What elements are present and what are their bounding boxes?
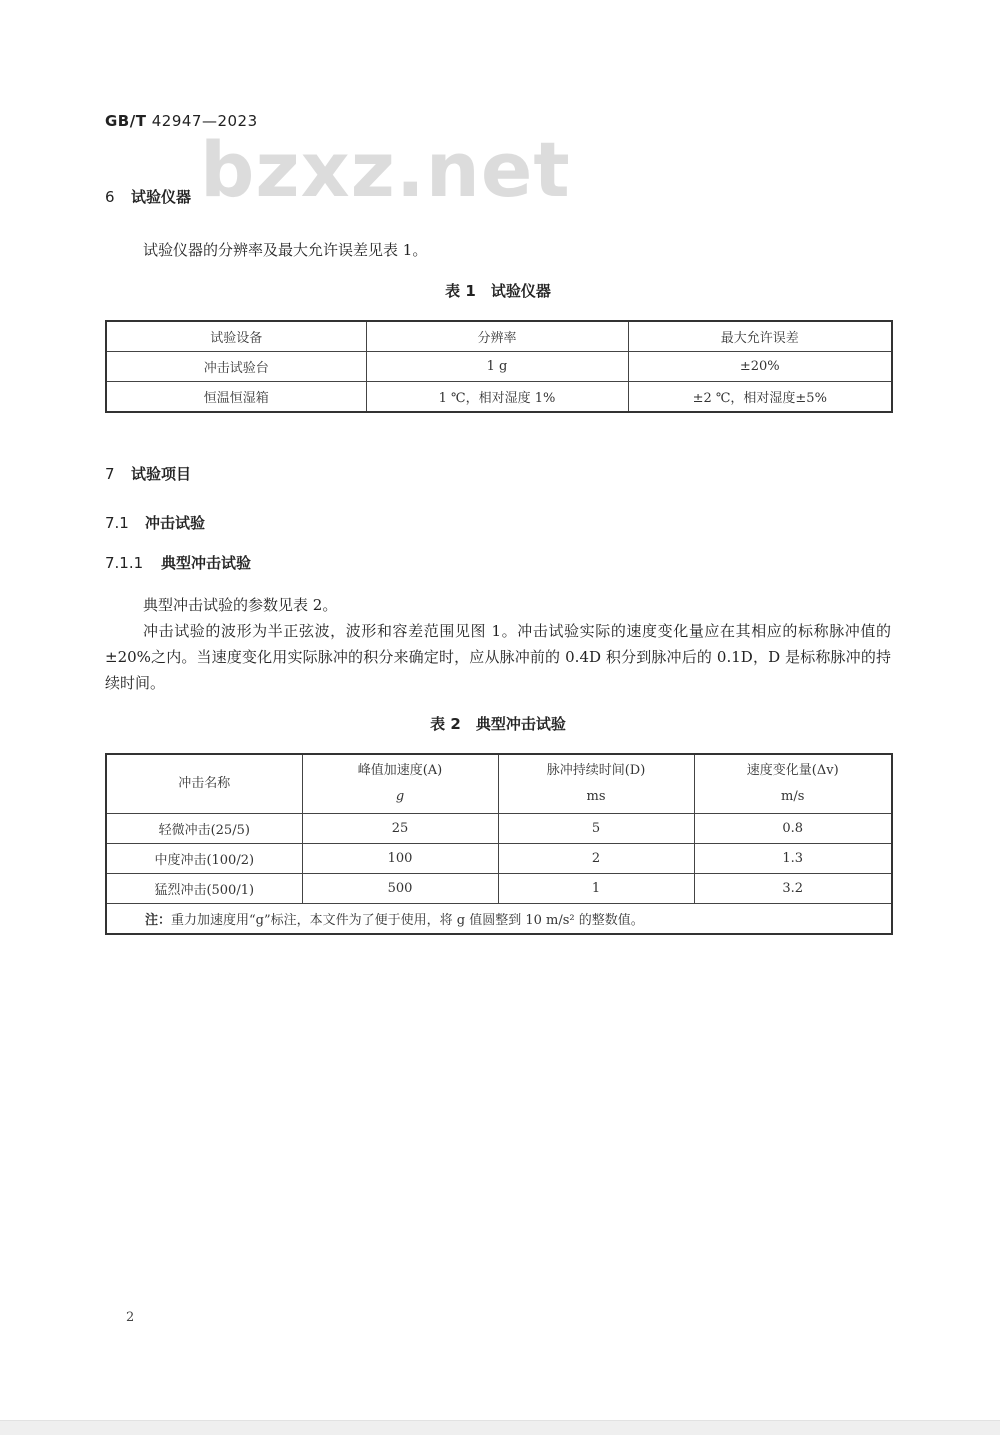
table-row [106, 382, 892, 413]
table-2 [105, 753, 893, 935]
header-label: 峰值加速度(A) [357, 763, 443, 778]
section-number: 6 [105, 188, 115, 206]
table-note [106, 904, 892, 935]
section-number: 7 [105, 465, 115, 483]
section-title: 试验项目 [131, 465, 192, 483]
table-row [106, 874, 892, 904]
viewer-bottom-bar [0, 1420, 1000, 1435]
section-7-paragraph-2: 冲击试验的波形为半正弦波，波形和容差范围见图 1。冲击试验实际的速度变化量应在其相应的标称脉冲值的±20%之内。当速度变化用实际脉冲的积分来确定时，应从脉冲前的 0.4D 积分到脉冲后的 0.1D，D 是标称脉冲的持续时间。 [105, 622, 891, 692]
section-7-paragraph-1: 典型冲击试验的参数见表 2。 [143, 596, 338, 614]
table-cell: 1 [498, 874, 694, 904]
table-header-cell [498, 754, 694, 814]
table-cell: 1.3 [694, 844, 892, 874]
table-header-row [106, 321, 892, 352]
table-row [106, 352, 892, 382]
table-cell: 0.8 [694, 814, 892, 844]
table-header-cell [302, 754, 498, 814]
table-header-cell [694, 754, 892, 814]
table-cell: 轻微冲击(25/5) [106, 814, 302, 844]
table-cell: 1 ℃，相对湿度 1% [366, 382, 628, 413]
table-cell: 恒温恒湿箱 [106, 382, 366, 413]
page-number: 2 [126, 1310, 135, 1325]
note-label: 注： [145, 913, 172, 928]
header-label: 脉冲持续时间(D) [546, 763, 646, 778]
header-unit: m/s [781, 789, 805, 804]
table-1 [105, 320, 893, 413]
watermark: bzxz.net [200, 125, 571, 214]
table-header-cell: 分辨率 [366, 321, 628, 352]
table-2-caption: 表 2 典型冲击试验 [430, 715, 566, 733]
note-text: 重力加速度用“g”标注，本文件为了便于使用，将 g 值圆整到 10 m/s² 的整数值。 [171, 913, 644, 928]
table-header-row [106, 754, 892, 814]
section-number: 7.1 [105, 514, 129, 532]
table-row [106, 844, 892, 874]
doc-code-prefix: GB/T [105, 112, 147, 130]
section-number: 7.1.1 [105, 554, 144, 572]
section-title: 冲击试验 [145, 514, 206, 532]
table-row [106, 814, 892, 844]
section-6-heading [105, 186, 191, 207]
table-1-caption: 表 1 试验仪器 [445, 282, 551, 300]
doc-code-number: 42947—2023 [151, 112, 258, 130]
table-cell: 猛烈冲击(500/1) [106, 874, 302, 904]
table-cell: 100 [302, 844, 498, 874]
table-note-row [106, 904, 892, 935]
table-header-cell [106, 754, 302, 814]
header-unit: ms [586, 789, 606, 804]
table-cell: 25 [302, 814, 498, 844]
header-label: 速度变化量(Δv) [746, 763, 839, 778]
table-cell: 中度冲击(100/2) [106, 844, 302, 874]
table-cell: ±20% [628, 352, 892, 382]
table-cell: ±2 ℃，相对湿度±5% [628, 382, 892, 413]
section-7-1-1-heading [105, 552, 251, 573]
table-cell: 1 g [366, 352, 628, 382]
table-cell: 3.2 [694, 874, 892, 904]
table-header-cell: 试验设备 [106, 321, 366, 352]
section-title: 典型冲击试验 [161, 554, 252, 572]
section-6-paragraph: 试验仪器的分辨率及最大允许误差见表 1。 [143, 241, 428, 259]
section-7-heading [105, 463, 191, 484]
section-7-1-heading [105, 512, 205, 533]
header-label: 冲击名称 [178, 776, 231, 791]
table-cell: 2 [498, 844, 694, 874]
table-cell: 500 [302, 874, 498, 904]
section-title: 试验仪器 [131, 188, 192, 206]
header-unit: g [395, 789, 405, 804]
table-cell: 5 [498, 814, 694, 844]
table-header-cell: 最大允许误差 [628, 321, 892, 352]
table-cell: 冲击试验台 [106, 352, 366, 382]
